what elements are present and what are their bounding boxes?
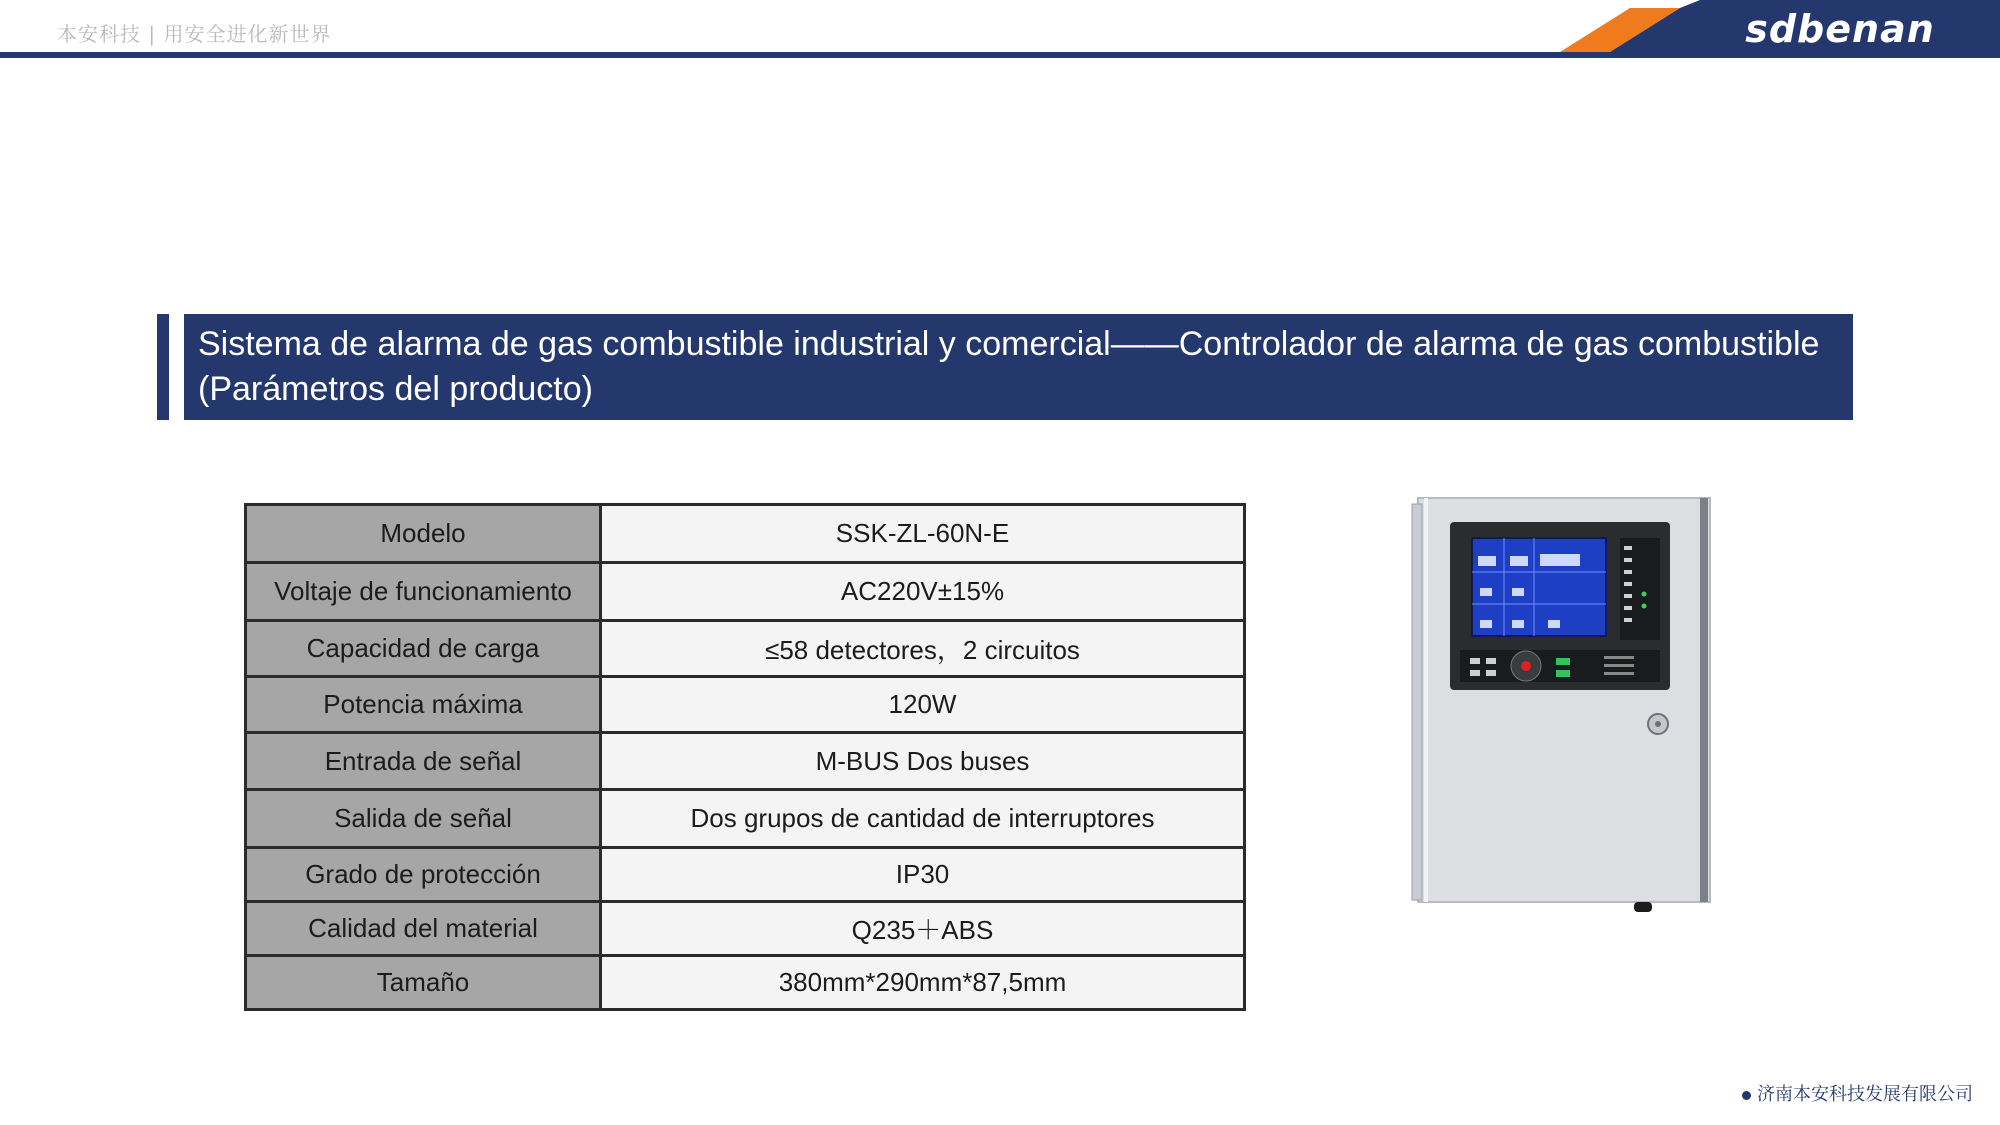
spec-value: ≤58 detectores，2 circuitos <box>601 621 1245 677</box>
spec-label: Voltaje de funcionamiento <box>246 563 601 621</box>
header-tagline: 本安科技 | 用安全进化新世界 <box>57 22 332 46</box>
table-row <box>246 677 1245 733</box>
bullet-dot-icon <box>1742 1091 1751 1100</box>
spec-value: M-BUS Dos buses <box>601 733 1245 790</box>
title-line-2: (Parámetros del producto) <box>198 370 593 408</box>
spec-label: Calidad del material <box>246 902 601 956</box>
spec-value: Dos grupos de cantidad de interruptores <box>601 790 1245 848</box>
spec-value: Q235＋ABS <box>601 902 1245 956</box>
table-row <box>246 621 1245 677</box>
product-image <box>1408 494 1713 918</box>
table-row <box>246 563 1245 621</box>
spec-label: Entrada de señal <box>246 733 601 790</box>
table-row <box>246 733 1245 790</box>
table-row <box>246 848 1245 902</box>
spec-label: Modelo <box>246 505 601 563</box>
spec-label: Capacidad de carga <box>246 621 601 677</box>
spec-label: Potencia máxima <box>246 677 601 733</box>
table-row <box>246 956 1245 1010</box>
spec-label: Grado de protección <box>246 848 601 902</box>
spec-label: Salida de señal <box>246 790 601 848</box>
table-row <box>246 790 1245 848</box>
table-row <box>246 902 1245 956</box>
brand-logo: sdbenan <box>1745 7 1935 51</box>
spec-value: 380mm*290mm*87,5mm <box>601 956 1245 1010</box>
spec-value: 120W <box>601 677 1245 733</box>
title-accent-bar <box>157 314 169 420</box>
title-line-1: Sistema de alarma de gas combustible industrial y comercial——Controlador de alarma de gas combustible <box>198 325 1820 363</box>
table-row <box>246 505 1245 563</box>
spec-table <box>244 503 1246 1011</box>
footer-company <box>1742 1080 1973 1106</box>
footer-company-name: 济南本安科技发展有限公司 <box>1757 1084 1973 1105</box>
spec-label: Tamaño <box>246 956 601 1010</box>
brand-block <box>1550 0 2000 58</box>
spec-value: AC220V±15% <box>601 563 1245 621</box>
title-banner <box>184 314 1853 420</box>
spec-value: SSK-ZL-60N-E <box>601 505 1245 563</box>
spec-value: IP30 <box>601 848 1245 902</box>
